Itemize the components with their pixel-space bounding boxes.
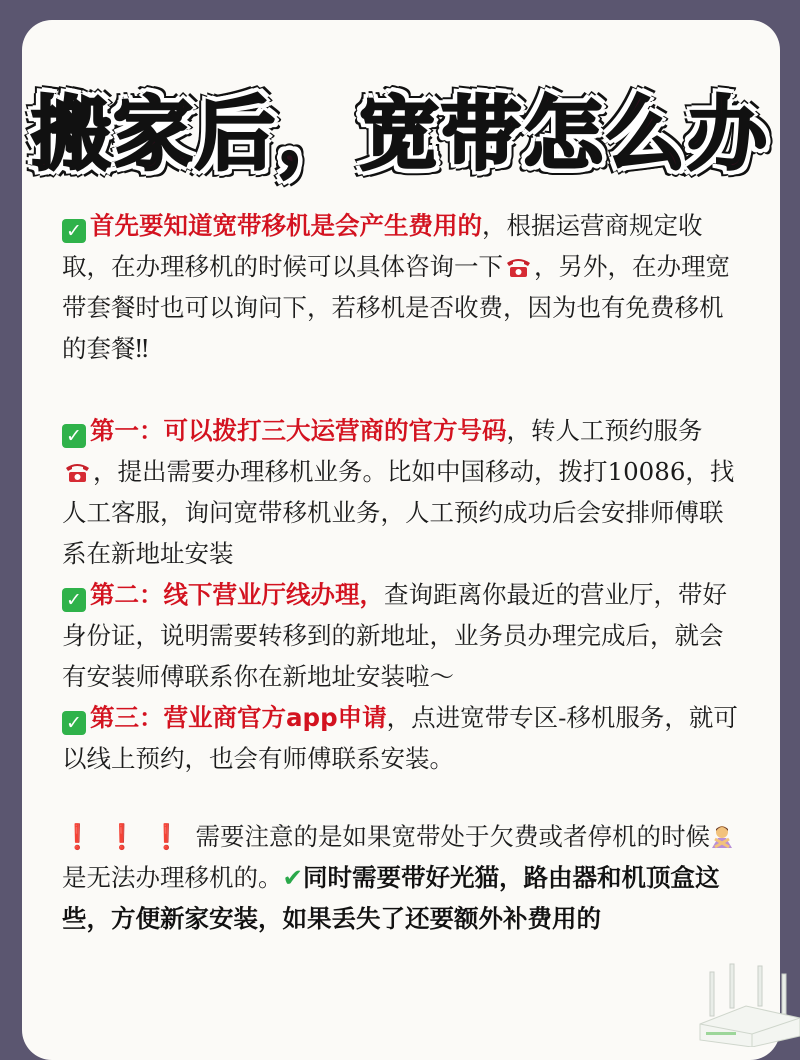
note-paragraph — [62, 816, 742, 939]
note-text-2: 是无法办理移机的。 — [62, 863, 283, 892]
note-bold: 同时需要带好光猫，路由器和机顶盒这些，方便新家安装，如果丢失了还要额外补费用的 — [62, 863, 720, 933]
wifi-router-icon — [696, 962, 800, 1047]
step3-text: ，点进宽带专区-移机服务，就可以线上预约，也会有师傅联系安装。 — [62, 703, 738, 773]
step3-highlight: 第三：营业商官方app申请 — [90, 703, 387, 732]
check-mark-button-icon: ✓ — [62, 588, 86, 612]
telephone-icon — [64, 460, 91, 484]
check-mark-button-icon: ✓ — [62, 424, 86, 448]
page-title: 搬家后，宽带怎么办 — [31, 88, 769, 181]
intro-highlight: 首先要知道宽带移机是会产生费用的 — [90, 211, 482, 240]
red-exclamation-icon: ❗ — [62, 822, 93, 851]
check-mark-button-icon: ✓ — [62, 711, 86, 735]
heavy-check-icon: ✔ — [282, 863, 304, 892]
check-mark-button-icon: ✓ — [62, 219, 86, 243]
step1-paragraph — [62, 410, 742, 574]
step2-highlight: 第二：线下营业厅线办理， — [90, 580, 384, 609]
red-exclamation-icon: ❗ — [151, 822, 182, 851]
note-text-1: 需要注意的是如果宽带处于欠费或者停机的时候 — [195, 822, 711, 851]
telephone-icon — [505, 255, 532, 279]
intro-text-1: ，根据运营商规定收取，在办理移机的时候可以具体咨询一下 — [62, 211, 703, 281]
red-exclamation-icon: ❗ — [106, 822, 138, 851]
intro-text-2: ，另外，在办理宽带套餐时也可以询问下，若移机是否收费，因为也有免费移机的套餐‼ — [62, 252, 730, 363]
step2-text: 查询距离你最近的营业厅，带好身份证，说明需要转移到的新地址，业务员办理完成后，就会有安装师傅联系你在新地址安装啦～ — [62, 580, 727, 691]
step3-paragraph — [62, 697, 742, 779]
step1-text-1: ，转人工预约服务 — [506, 416, 703, 445]
step1-highlight: 第一：可以拨打三大运营商的官方号码 — [90, 416, 507, 445]
intro-paragraph — [62, 205, 742, 369]
person-gesturing-no-icon — [710, 824, 734, 850]
step1-text-2: ，提出需要办理移机业务。比如中国移动，拨打10086，找人工客服，询问宽带移机业务，人工预约成功后会安排师傅联系在新地址安装 — [62, 457, 735, 568]
step2-paragraph — [62, 574, 742, 697]
